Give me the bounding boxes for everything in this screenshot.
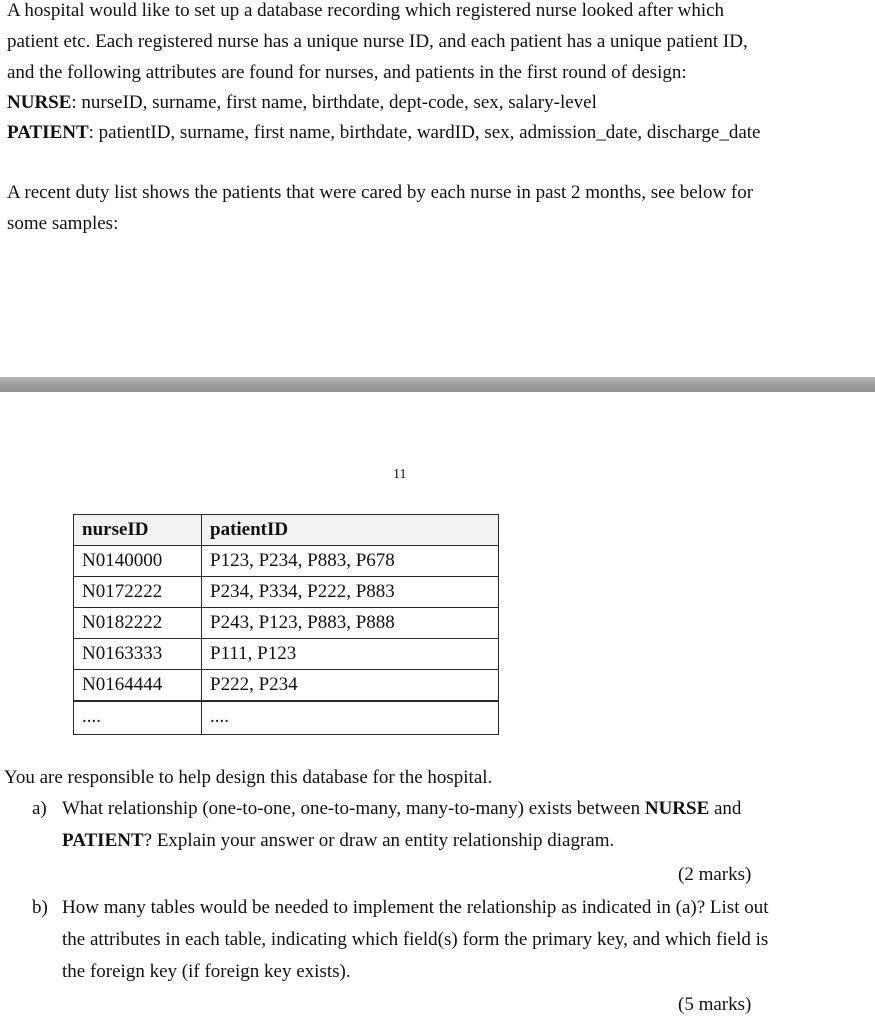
cell-patient-ids: P234, P334, P222, P883 — [202, 577, 499, 608]
cell-nurse-id: N0140000 — [74, 546, 202, 577]
cell-ellipsis: .... — [74, 701, 202, 735]
table-ellipsis-row — [74, 701, 499, 735]
page-separator — [0, 377, 875, 392]
question-a-line-1 — [62, 798, 741, 820]
question-a-marks: (2 marks) — [678, 864, 752, 885]
table-row — [74, 639, 499, 670]
cell-patient-ids: P123, P234, P883, P678 — [202, 546, 499, 577]
question-b-line-3: the foreign key (if foreign key exists). — [62, 961, 351, 982]
question-a-text: What relationship (one-to-one, one-to-many, many-to-many) exists between — [62, 798, 645, 819]
duty-line-2: some samples: — [7, 213, 119, 234]
nurse-entity-label: NURSE — [7, 92, 72, 113]
cell-patient-ids: P111, P123 — [202, 639, 499, 670]
question-b-line-1: How many tables would be needed to implement the relationship as indicated in (a)? List out — [62, 897, 769, 918]
question-a-text-end: and — [709, 798, 742, 819]
intro-line-2: patient etc. Each registered nurse has a unique nurse ID, and each patient has a unique patient ID, — [7, 31, 748, 52]
question-a-text-2: ? Explain your answer or draw an entity relationship diagram. — [143, 830, 615, 851]
question-a-label: a) — [32, 798, 47, 819]
intro-line-3: and the following attributes are found for nurses, and patients in the first round of design: — [7, 62, 687, 83]
question-a-line-2 — [62, 830, 614, 852]
patient-entity-label: PATIENT — [7, 122, 89, 143]
cell-patient-ids: P243, P123, P883, P888 — [202, 608, 499, 639]
header-nurse-id: nurseID — [74, 515, 202, 546]
patient-entity-ref: PATIENT — [62, 830, 144, 851]
cell-nurse-id: N0182222 — [74, 608, 202, 639]
patient-attributes: : patientID, surname, first name, birthdate, wardID, sex, admission_date, discharge_date — [88, 122, 761, 143]
nurse-attributes-line — [7, 92, 597, 114]
page-number: 11 — [393, 467, 407, 482]
patient-attributes-line — [7, 122, 760, 144]
table-row — [74, 546, 499, 577]
question-b-label: b) — [32, 897, 48, 918]
table-row — [74, 608, 499, 639]
cell-patient-ids: P222, P234 — [202, 670, 499, 702]
nurse-attributes: : nurseID, surname, first name, birthdate, dept-code, sex, salary-level — [71, 92, 597, 113]
table-row — [74, 577, 499, 608]
questions-intro: You are responsible to help design this database for the hospital. — [4, 767, 493, 788]
cell-ellipsis: .... — [202, 701, 499, 735]
intro-line-1: A hospital would like to set up a database recording which registered nurse looked after which — [7, 0, 725, 21]
nurse-entity-ref: NURSE — [644, 798, 710, 819]
cell-nurse-id: N0172222 — [74, 577, 202, 608]
header-patient-id: patientID — [202, 515, 499, 546]
duty-line-1: A recent duty list shows the patients that were cared by each nurse in past 2 months, see below for — [7, 182, 754, 203]
question-b-marks: (5 marks) — [678, 994, 752, 1015]
table-header-row — [74, 515, 499, 546]
duty-table — [73, 514, 499, 735]
cell-nurse-id: N0163333 — [74, 639, 202, 670]
question-b-line-2: the attributes in each table, indicating which field(s) form the primary key, and which field is — [62, 929, 769, 950]
cell-nurse-id: N0164444 — [74, 670, 202, 702]
table-row — [74, 670, 499, 702]
